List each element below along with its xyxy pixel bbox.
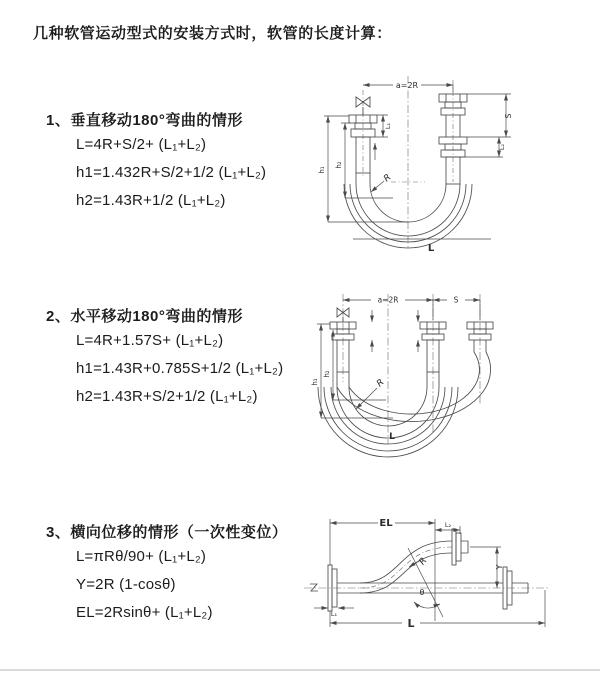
formula-h1: h1=1.432R+S/2+1/2 (L₁+L₂) bbox=[76, 164, 267, 181]
dim-label-l2: L₂ bbox=[498, 143, 506, 151]
diagram-labels bbox=[331, 518, 504, 630]
formula-h1: h1=1.43R+0.785S+1/2 (L₁+L₂) bbox=[76, 360, 284, 377]
dim-label-a2r: a=2R bbox=[377, 295, 399, 305]
formula-h2: h2=1.43R+S/2+1/2 (L₁+L₂) bbox=[76, 388, 258, 405]
formula-el: EL=2Rsinθ+ (L₁+L₂) bbox=[76, 604, 213, 621]
dim-label-h2: h₂ bbox=[323, 370, 331, 378]
dim-label-s: S bbox=[453, 295, 459, 305]
diagram-lateral-displacement bbox=[298, 503, 566, 653]
radius-label: R bbox=[417, 556, 430, 568]
length-label: L bbox=[407, 617, 415, 630]
dim-label-a2r: a=2R bbox=[395, 81, 419, 90]
dimension-lines bbox=[317, 300, 480, 418]
formula-length: L=πRθ/90+ (L₁+L₂) bbox=[76, 548, 207, 565]
radius-label: R bbox=[382, 172, 394, 185]
dim-label-h1: h₁ bbox=[318, 166, 326, 174]
formula-y: Y=2R (1-cosθ) bbox=[76, 576, 176, 593]
dim-label-l1: L₁ bbox=[330, 610, 338, 618]
formula-h2: h2=1.43R+1/2 (L₁+L₂) bbox=[76, 192, 226, 209]
diagram-vertical-180-bend bbox=[313, 70, 538, 260]
dim-label-s: S bbox=[504, 113, 513, 119]
centerlines bbox=[304, 547, 550, 591]
page-bottom-rule bbox=[0, 669, 600, 671]
dim-label-h1: h₁ bbox=[311, 378, 319, 386]
section-2-heading: 2、水平移动180°弯曲的情形 bbox=[46, 308, 243, 325]
page-title: 几种软管运动型式的安装方式时，软管的长度计算： bbox=[33, 25, 392, 42]
length-label: L bbox=[427, 243, 435, 254]
dim-label-el: EL bbox=[379, 518, 393, 529]
formula-length: L=4R+S/2+ (L₁+L₂) bbox=[76, 136, 207, 153]
dim-label-l2: L₂ bbox=[444, 521, 452, 529]
dim-label-h2: h₂ bbox=[335, 161, 343, 169]
length-label: L bbox=[389, 432, 395, 442]
hose-and-fittings bbox=[318, 322, 493, 457]
radius-label: R bbox=[375, 377, 387, 390]
dim-label-y: Y bbox=[495, 564, 504, 570]
angle-label: θ bbox=[419, 588, 425, 597]
diagram-labels bbox=[318, 81, 513, 254]
diagram-horizontal-180-bend bbox=[308, 282, 548, 467]
section-1-heading: 1、垂直移动180°弯曲的情形 bbox=[46, 112, 243, 129]
section-3-heading: 3、横向位移的情形（一次性变位） bbox=[46, 524, 288, 541]
dimension-lines bbox=[314, 519, 545, 627]
formula-length: L=4R+1.57S+ (L₁+L₂) bbox=[76, 332, 224, 349]
dim-label-l1: L₁ bbox=[384, 122, 392, 130]
